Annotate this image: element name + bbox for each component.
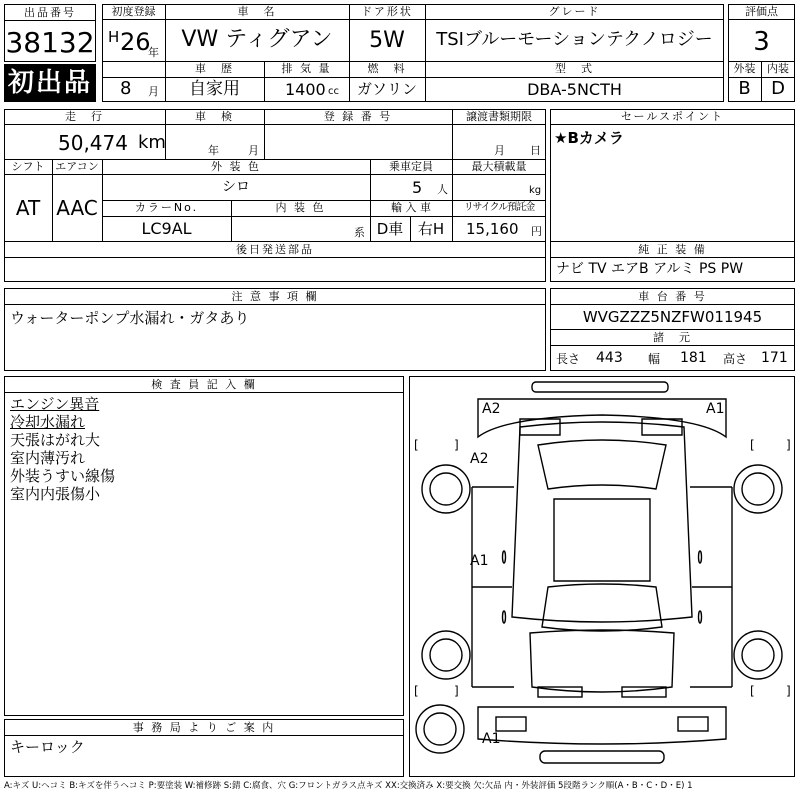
inspection-month-unit: 月 [248, 144, 259, 157]
colorno-label: カラーNo. [134, 201, 199, 214]
length: 443 [596, 350, 623, 366]
width-label: 幅 [648, 352, 661, 366]
first-listing-badge: 初出品 [4, 64, 96, 102]
exterior-grade: B [738, 78, 751, 99]
reg-month: 8 [120, 78, 132, 99]
sales-point-label: セールスポイント [620, 110, 724, 123]
grade-label: グレード [548, 5, 601, 18]
model-label: 型 式 [555, 62, 594, 75]
displacement-unit: cc [328, 86, 339, 97]
recycle-unit: 円 [531, 225, 542, 238]
exterior-color: シロ [222, 179, 250, 195]
car-name-label: 車 名 [237, 5, 277, 18]
transfer-day-unit: 日 [530, 144, 541, 157]
inspector-line-2: 冷却水漏れ [10, 413, 86, 431]
grade: TSIブルーモーションテクノロジー [436, 29, 713, 50]
year-unit: 年 [148, 46, 159, 59]
length-label: 長さ [556, 352, 581, 366]
lot-number: 38132 [5, 26, 95, 59]
shift: AT [15, 196, 41, 220]
inspector-line-6: 室内内張傷小 [10, 485, 101, 503]
interior-grade: D [771, 78, 785, 99]
lot-number-cell [4, 4, 96, 62]
diagram-mark-a1-side: A1 [470, 553, 489, 569]
score-label: 評価点 [745, 5, 778, 18]
inspector-line-1: エンジン異音 [10, 395, 100, 413]
ac-label: エアコン [55, 160, 99, 173]
door-type: 5W [369, 28, 405, 53]
load-unit: kg [529, 185, 542, 196]
svg-text:]: ] [454, 684, 459, 698]
inspection-year-unit: 年 [208, 144, 219, 157]
mileage: 50,474 [58, 131, 128, 155]
fuel-label: 燃 料 [367, 62, 407, 75]
air-conditioner: AAC [56, 196, 98, 220]
lot-number-label: 出品番号 [5, 5, 95, 21]
svg-text:]: ] [786, 684, 791, 698]
diagram-mark-a1-front: A1 [706, 401, 725, 417]
sales-point: ★Bカメラ [554, 129, 624, 147]
capacity-unit: 人 [437, 183, 448, 196]
plate-label: 登 録 番 号 [323, 110, 393, 123]
month-unit: 月 [148, 85, 159, 98]
diagram-mark-a2-side: A2 [470, 451, 489, 467]
inspection-label: 車 検 [195, 110, 234, 123]
door-label: ドア形状 [361, 5, 413, 18]
svg-text:[: [ [414, 684, 419, 698]
dims-label: 諸 元 [653, 331, 692, 344]
inspector-line-4: 室内薄汚れ [10, 449, 86, 467]
displacement: 1400 [285, 80, 326, 99]
car-name: VW ティグアン [181, 27, 333, 52]
chassis-number: WVGZZZ5NZFW011945 [582, 308, 763, 326]
svg-text:[: [ [414, 438, 419, 452]
first-reg-label: 初度登録 [111, 5, 156, 18]
svg-text:]: ] [786, 438, 791, 452]
legend: A:キズ U:ヘコミ B:キズを伴うヘコミ P:要塗装 W:補修跡 S:錆 C:腐食、穴 G:フロントガラス点キズ XX:交換済み X:要交換 欠:欠品 内・外装評価 5段階ランク順(A・B・C・D・E) 1 [4, 781, 693, 791]
import-drive: D車 [376, 220, 404, 238]
import-label: 輸 入 車 [391, 201, 431, 214]
inspector-line-3: 天張はがれ大 [10, 431, 101, 449]
width: 181 [680, 350, 707, 366]
car-diagram-box [409, 376, 795, 777]
recycle-label: リサイクル預託金 [463, 202, 535, 213]
caution-label: 注 意 事 項 欄 [231, 290, 319, 303]
office-label: 事 務 局 よ り ご 案 内 [132, 721, 276, 734]
equipment-label: 純 正 装 備 [638, 243, 707, 256]
era: H [108, 28, 120, 46]
mileage-label: 走 行 [65, 110, 104, 123]
inspector-label: 検 査 員 記 入 欄 [151, 378, 257, 391]
svg-text:[: [ [750, 438, 755, 452]
height: 171 [761, 350, 788, 366]
exterior-label: 外装 [733, 62, 756, 75]
mileage-unit: km [138, 132, 166, 153]
car-diagram [410, 377, 794, 776]
inspector-line-5: 外装うすい線傷 [10, 467, 116, 485]
score: 3 [753, 27, 770, 57]
intcolor-unit: 系 [354, 226, 365, 239]
later-parts-label: 後日発送部品 [236, 243, 314, 256]
svg-text:]: ] [454, 438, 459, 452]
history: 自家用 [189, 79, 240, 99]
displacement-label: 排 気 量 [281, 62, 332, 75]
transfer-month-unit: 月 [494, 144, 505, 157]
diagram-mark-a1-rear: A1 [482, 731, 501, 747]
color-label: 外 装 色 [211, 160, 261, 173]
reg-year: 26 [120, 28, 151, 56]
height-label: 高さ [723, 352, 748, 366]
svg-text:[: [ [750, 684, 755, 698]
color-number: LC9AL [141, 219, 192, 238]
load-label: 最大積載量 [471, 160, 527, 173]
fuel: ガソリン [356, 80, 417, 98]
capacity-label: 乗車定員 [389, 160, 433, 173]
chassis-label: 車 台 番 号 [638, 290, 707, 303]
diagram-mark-a2-front: A2 [482, 401, 501, 417]
capacity: 5 [412, 178, 423, 197]
model-code: DBA-5NCTH [527, 80, 622, 99]
history-label: 車 歴 [195, 62, 234, 75]
transfer-label: 譲渡書類期限 [466, 110, 532, 123]
equipment: ナビ TV エアB アルミ PS PW [556, 261, 744, 277]
caution-text: ウォーターポンプ水漏れ・ガタあり [10, 309, 250, 327]
recycle-amount: 15,160 [466, 220, 519, 238]
interior-label: 内装 [767, 62, 789, 75]
office-text: キーロック [10, 738, 85, 756]
import-handle: 右H [417, 220, 445, 238]
shift-label: シフト [11, 160, 45, 173]
intcolor-label: 内 装 色 [275, 201, 326, 214]
